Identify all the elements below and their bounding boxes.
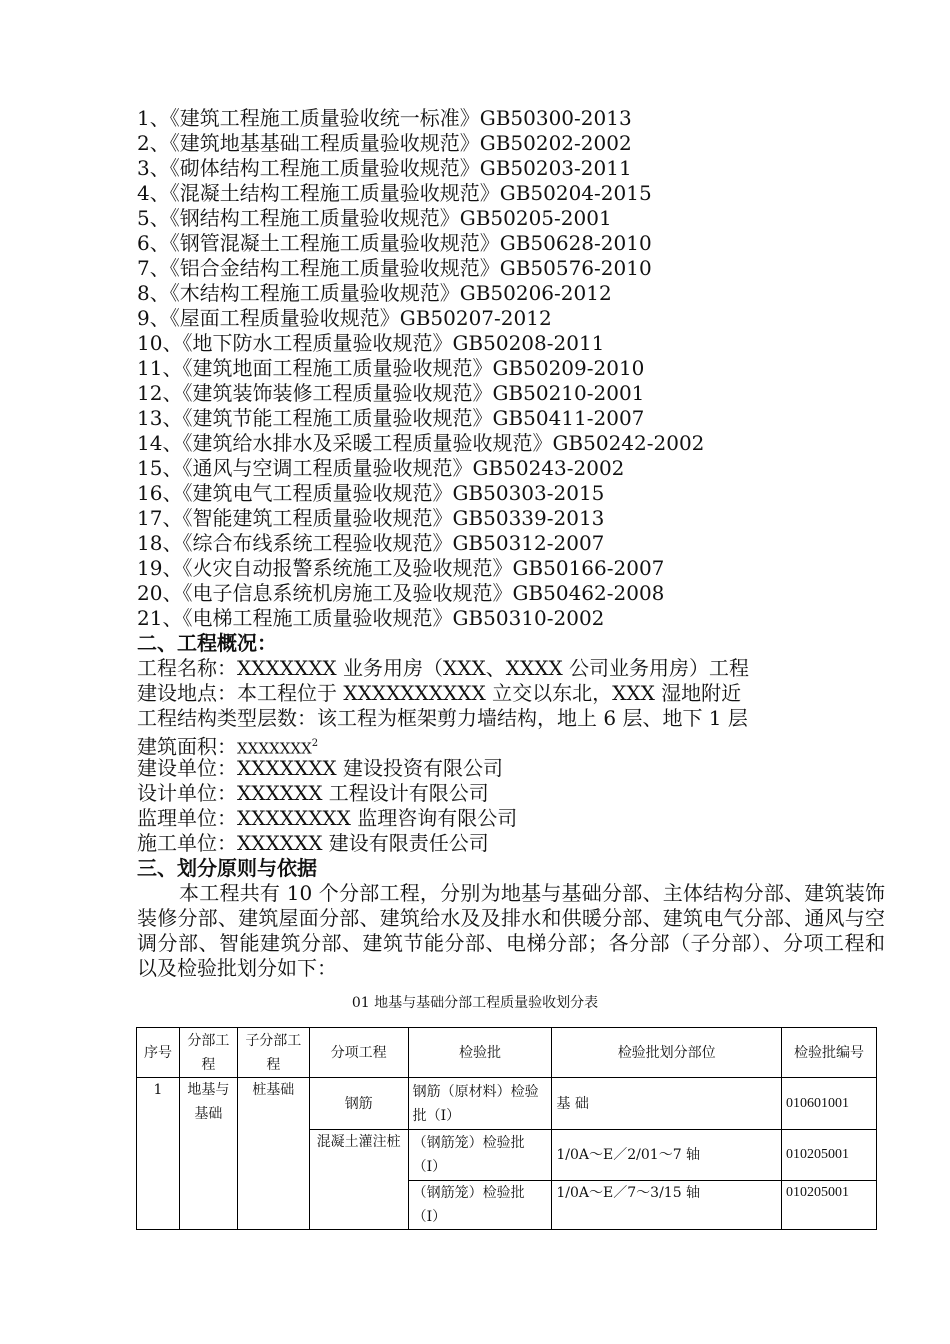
cell-batch: 钢筋（原材料）检验批（Ⅰ） [408, 1078, 552, 1130]
standard-item: 12、《建筑装饰装修工程质量验收规范》GB50210-2001 [137, 381, 645, 405]
standard-item: 13、《建筑节能工程施工质量验收规范》GB50411-2007 [137, 406, 645, 430]
standard-item: 3、《砌体结构工程施工质量验收规范》GB50203-2011 [137, 156, 632, 180]
standard-item: 18、《综合布线系统工程验收规范》GB50312-2007 [137, 531, 605, 555]
standard-item: 7、《铝合金结构工程施工质量验收规范》GB50576-2010 [137, 256, 652, 280]
building-area-label: 建筑面积： [137, 734, 237, 759]
standard-item: 4、《混凝土结构工程施工质量验收规范》GB50204-2015 [137, 181, 652, 205]
division-table [136, 1027, 877, 1230]
standard-item: 1、《建筑工程施工质量验收统一标准》GB50300-2013 [137, 106, 632, 130]
supervision-unit: 监理单位：XXXXXXXX 监理咨询有限公司 [137, 806, 518, 830]
cell-subdivision: 桩基础 [237, 1078, 309, 1230]
header-item: 分项工程 [309, 1028, 408, 1078]
standard-item: 14、《建筑给水排水及采暖工程质量验收规范》GB50242-2002 [137, 431, 705, 455]
header-subdivision: 子分部工程 [237, 1028, 309, 1078]
owner-unit: 建设单位：XXXXXXX 建设投资有限公司 [137, 756, 504, 780]
standard-item: 20、《电子信息系统机房施工及验收规范》GB50462-2008 [137, 581, 665, 605]
standard-item: 2、《建筑地基基础工程质量验收规范》GB50202-2002 [137, 131, 632, 155]
project-location: 建设地点：本工程位于 XXXXXXXXXX 立交以东北，XXX 湿地附近 [137, 681, 742, 705]
building-area-unit-sup: 2 [311, 738, 319, 749]
cell-item: 钢筋 [309, 1078, 408, 1130]
standard-item: 17、《智能建筑工程质量验收规范》GB50339-2013 [137, 506, 605, 530]
cell-location: 1/0A～E／2/01～7 轴 [552, 1130, 782, 1181]
standard-item: 10、《地下防水工程质量验收规范》GB50208-2011 [137, 331, 605, 355]
cell-item: 混凝土灌注桩 [309, 1130, 408, 1230]
cell-code: 010205001 [782, 1130, 877, 1181]
cell-code: 010205001 [782, 1181, 877, 1230]
division-paragraph: 本工程共有 10 个分部工程，分别为地基与基础分部、主体结构分部、建筑装饰装修分部、建筑屋面分部、建筑给水及及排水和供暖分部、建筑电气分部、通风与空调分部、智能建筑分部、建筑节能分部、电梯分部；各分部（子分部）、分项工程和以及检验批划分如下： [137, 881, 885, 980]
table-row [137, 1078, 877, 1130]
standard-item: 21、《电梯工程施工质量验收规范》GB50310-2002 [137, 606, 605, 630]
header-division: 分部工程 [179, 1028, 237, 1078]
cell-location: 1/0A～E／7～3/15 轴 [552, 1181, 782, 1230]
standard-item: 5、《钢结构工程施工质量验收规范》GB50205-2001 [137, 206, 612, 230]
table-header-row [137, 1028, 877, 1078]
structure-type: 工程结构类型层数：该工程为框架剪力墙结构，地上 6 层、地下 1 层 [137, 706, 748, 730]
header-code: 检验批编号 [782, 1028, 877, 1078]
standard-item: 16、《建筑电气工程质量验收规范》GB50303-2015 [137, 481, 605, 505]
section-heading-overview: 二、工程概况： [137, 631, 277, 655]
header-batch: 检验批 [408, 1028, 552, 1078]
standard-item: 19、《火灾自动报警系统施工及验收规范》GB50166-2007 [137, 556, 665, 580]
standard-item: 15、《通风与空调工程质量验收规范》GB50243-2002 [137, 456, 625, 480]
standard-item: 11、《建筑地面工程施工质量验收规范》GB50209-2010 [137, 356, 645, 380]
cell-seq: 1 [137, 1078, 180, 1230]
header-location: 检验批划分部位 [552, 1028, 782, 1078]
construction-unit: 施工单位：XXXXXX 建设有限责任公司 [137, 831, 489, 855]
standard-item: 6、《钢管混凝土工程施工质量验收规范》GB50628-2010 [137, 231, 652, 255]
cell-division: 地基与基础 [179, 1078, 237, 1230]
header-seq: 序号 [137, 1028, 180, 1078]
table-caption: 01 地基与基础分部工程质量验收划分表 [351, 995, 599, 1011]
cell-batch: （钢筋笼）检验批（Ⅰ） [408, 1130, 552, 1181]
design-unit: 设计单位：XXXXXX 工程设计有限公司 [137, 781, 489, 805]
cell-code: 010601001 [782, 1078, 877, 1130]
project-name: 工程名称：XXXXXXX 业务用房（XXX、XXXX 公司业务用房）工程 [137, 656, 750, 680]
building-area-value: XXXXXXX [237, 739, 312, 758]
cell-location: 基 础 [552, 1078, 782, 1130]
standard-item: 9、《屋面工程质量验收规范》GB50207-2012 [137, 306, 552, 330]
standard-item: 8、《木结构工程施工质量验收规范》GB50206-2012 [137, 281, 612, 305]
cell-batch: （钢筋笼）检验批（Ⅰ） [408, 1181, 552, 1230]
section-heading-division: 三、划分原则与依据 [137, 856, 317, 880]
